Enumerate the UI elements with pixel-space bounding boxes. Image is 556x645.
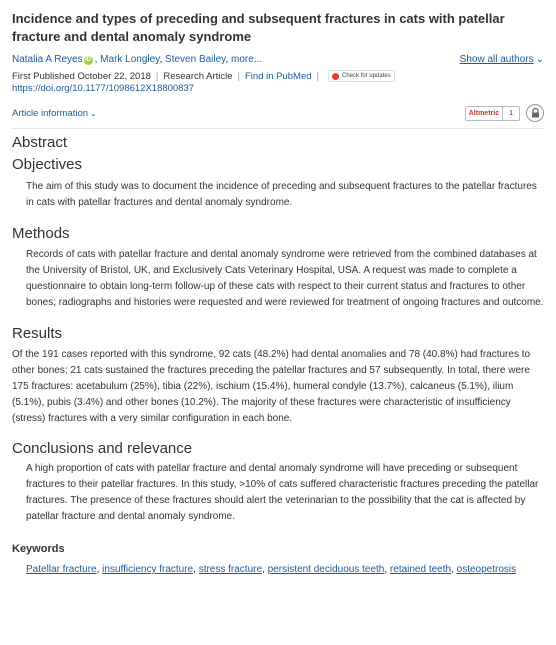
chevron-down-icon: ⌄ (535, 53, 544, 65)
crossmark-icon (332, 73, 339, 80)
conclusions-text: A high proportion of cats with patellar fracture and dental anomaly syndrome will have preceding or subsequent fractures to their patellar fractures. In this study, >10% of cats suffered characteristic fractures preceding the patellar fractures. The presence of these fractures should alert the veterinarian to the possibility that the cat is affected by patellar fracture and dental anomaly syndrome. (26, 463, 539, 522)
doi-link[interactable]: https://doi.org/10.1177/1098612X18800837 (12, 83, 195, 94)
conclusions-heading: Conclusions and relevance (12, 440, 193, 457)
keyword-link[interactable]: insufficiency fracture (102, 564, 194, 575)
article-title: Incidence and types of preceding and subsequent fractures in cats with patellar fracture and dental anomaly syndrome (12, 11, 505, 44)
publication-meta (12, 70, 544, 82)
chevron-down-icon: ⌄ (90, 108, 97, 118)
authors-row (12, 52, 544, 66)
first-published-date: First Published October 22, 2018 (12, 70, 151, 82)
lock-icon[interactable] (526, 104, 544, 122)
keyword-link[interactable]: retained teeth (389, 564, 452, 575)
objectives-text: The aim of this study was to document the incidence of preceding and subsequent fractures to the patellar fractures in cats with patellar fractures and dental anomaly syndrome. (26, 181, 537, 208)
meta-separator: | (237, 70, 240, 82)
meta-separator: | (316, 70, 320, 82)
altmetric-badge[interactable] (465, 106, 520, 121)
author-list: Natalia A Reyes iD , Mark Longley, Steven Bailey, more... (12, 53, 263, 65)
keyword-list: Patellar fracture, insufficiency fracture, stress fracture, persistent deciduous teeth, retained teeth, osteopetrosis (26, 564, 517, 575)
find-in-pubmed-link[interactable]: Find in PubMed (245, 70, 312, 82)
keyword-link[interactable]: persistent deciduous teeth (267, 564, 385, 575)
altmetric-count: 1 (509, 109, 513, 117)
methods-text: Records of cats with patellar fracture and dental anomaly syndrome were retrieved from the combined databases at the University of Bristol, UK, and Exclusively Cats Veterinary Hospital, USA. A request was made to complete a questionnaire to obtain long-term follow-up of these cats with respect to their current status and fractures to other bones; radiographs and histories were requested and were reviewed for treatment of ongoing fractures and outcome. (26, 249, 544, 308)
section-divider (12, 128, 544, 129)
keyword-link[interactable]: Patellar fracture (26, 564, 97, 575)
keywords-heading: Keywords (12, 543, 65, 555)
check-for-updates-button[interactable]: Check for updates (328, 70, 395, 82)
article-type: Research Article (163, 70, 233, 82)
objectives-heading: Objectives (12, 156, 83, 173)
methods-heading: Methods (12, 225, 70, 242)
author-link[interactable]: Steven Bailey (165, 53, 226, 65)
article-information-toggle[interactable]: Article information ⌄ (12, 107, 97, 119)
results-text: Of the 191 cases reported with this syndrome, 92 cats (48.2%) had dental anomalies and 78 (40.8%) had fractures to other bones; 21 cats sustained the fractures preceding the patellar fractures and 57 subsequently. In total, there were 175 fractures: acetabulum (25%), tibia (22%), ischium (15.4%), humeral condyle (13.7%), calcaneus (5.1%), ilium (5.1%), pubis (3.4%) and other bones (10.2%). The majority of these fractures were characteristic of insufficiency (stress) fractures with a very similar configuration in each bone. (12, 349, 531, 424)
show-all-authors-link[interactable]: Show all authors ⌄ (459, 53, 544, 65)
more-authors-link[interactable]: more... (231, 53, 263, 65)
article-tools-row (12, 103, 544, 123)
author-link[interactable]: Natalia A Reyes (12, 53, 83, 65)
orcid-icon[interactable]: iD (85, 56, 92, 63)
altmetric-label: Altmetric (466, 107, 503, 120)
results-heading: Results (12, 325, 63, 342)
right-tools (465, 104, 544, 122)
author-link[interactable]: Mark Longley (100, 53, 160, 65)
abstract-heading: Abstract (12, 134, 68, 151)
keyword-link[interactable]: stress fracture (198, 564, 263, 575)
meta-separator: | (155, 70, 159, 82)
keyword-link[interactable]: osteopetrosis (456, 564, 517, 575)
